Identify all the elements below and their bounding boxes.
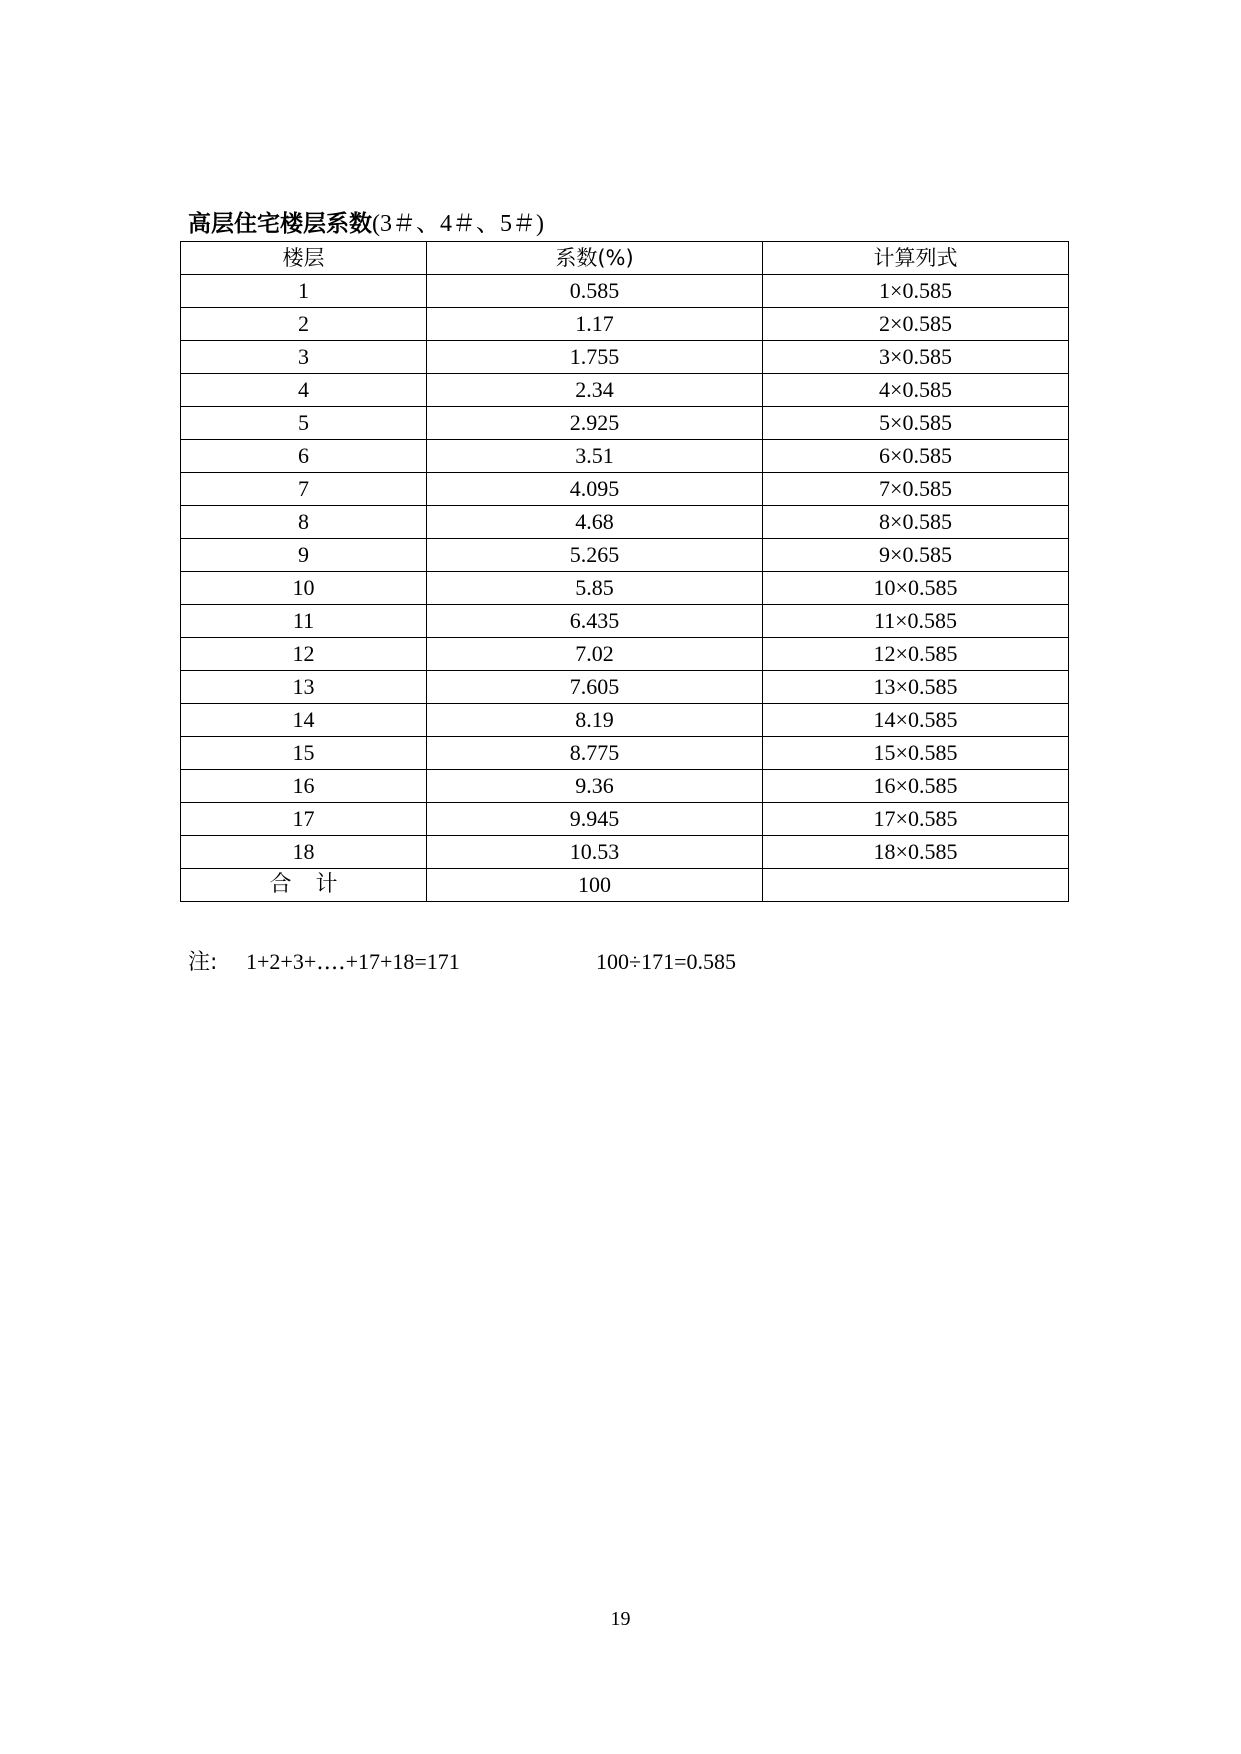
table-total-row [181,869,1069,902]
cell-coefficient: 1.17 [427,308,763,341]
table-header-row [181,242,1069,275]
cell-floor: 3 [181,341,427,374]
table-row [181,671,1069,704]
table-row [181,308,1069,341]
cell-coefficient: 7.605 [427,671,763,704]
cell-coefficient: 4.68 [427,506,763,539]
cell-floor: 9 [181,539,427,572]
cell-formula: 7×0.585 [763,473,1069,506]
note-sum-formula: 1+2+3+‥‥+17+18=171 [246,949,460,974]
table-row [181,803,1069,836]
table-row [181,506,1069,539]
cell-formula: 17×0.585 [763,803,1069,836]
cell-coefficient: 2.925 [427,407,763,440]
cell-coefficient: 8.775 [427,737,763,770]
cell-formula: 3×0.585 [763,341,1069,374]
cell-coefficient: 2.34 [427,374,763,407]
cell-floor: 15 [181,737,427,770]
cell-formula: 18×0.585 [763,836,1069,869]
table-row [181,605,1069,638]
total-formula [763,869,1069,902]
table-title [188,209,544,239]
table-row [181,572,1069,605]
cell-formula: 8×0.585 [763,506,1069,539]
table-title-buildings: (3＃、4＃、5＃) [372,211,544,237]
cell-floor: 17 [181,803,427,836]
cell-coefficient: 6.435 [427,605,763,638]
table-row [181,770,1069,803]
table-row [181,539,1069,572]
table-title-text: 高层住宅楼层系数 [188,211,372,237]
cell-coefficient: 8.19 [427,704,763,737]
cell-floor: 2 [181,308,427,341]
cell-coefficient: 5.85 [427,572,763,605]
cell-formula: 12×0.585 [763,638,1069,671]
cell-floor: 11 [181,605,427,638]
table-row [181,638,1069,671]
cell-floor: 14 [181,704,427,737]
cell-floor: 10 [181,572,427,605]
table-row [181,836,1069,869]
cell-formula: 14×0.585 [763,704,1069,737]
table-row [181,374,1069,407]
cell-formula: 13×0.585 [763,671,1069,704]
cell-coefficient: 1.755 [427,341,763,374]
table-row [181,473,1069,506]
cell-coefficient: 4.095 [427,473,763,506]
cell-coefficient: 3.51 [427,440,763,473]
cell-formula: 11×0.585 [763,605,1069,638]
cell-formula: 6×0.585 [763,440,1069,473]
table-row [181,341,1069,374]
cell-floor: 1 [181,275,427,308]
cell-floor: 7 [181,473,427,506]
cell-coefficient: 9.945 [427,803,763,836]
table-body [181,275,1069,869]
cell-coefficient: 0.585 [427,275,763,308]
cell-formula: 5×0.585 [763,407,1069,440]
cell-floor: 12 [181,638,427,671]
table-row [181,704,1069,737]
header-formula: 计算列式 [763,242,1069,275]
cell-formula: 10×0.585 [763,572,1069,605]
page-number: 19 [610,1608,631,1630]
cell-formula: 16×0.585 [763,770,1069,803]
cell-coefficient: 9.36 [427,770,763,803]
total-label: 合计 [181,869,427,902]
floor-coefficient-table [180,241,1069,902]
cell-floor: 4 [181,374,427,407]
cell-formula: 2×0.585 [763,308,1069,341]
table-row [181,275,1069,308]
note-division-formula: 100÷171=0.585 [596,949,736,974]
table-row [181,440,1069,473]
table-row [181,407,1069,440]
table-row [181,737,1069,770]
cell-coefficient: 5.265 [427,539,763,572]
cell-floor: 8 [181,506,427,539]
cell-formula: 1×0.585 [763,275,1069,308]
cell-formula: 4×0.585 [763,374,1069,407]
cell-floor: 6 [181,440,427,473]
cell-floor: 18 [181,836,427,869]
cell-coefficient: 10.53 [427,836,763,869]
note-label: 注: [188,950,218,975]
header-coefficient: 系数(%) [427,242,763,275]
cell-floor: 16 [181,770,427,803]
header-floor: 楼层 [181,242,427,275]
cell-formula: 9×0.585 [763,539,1069,572]
total-value: 100 [427,869,763,902]
cell-formula: 15×0.585 [763,737,1069,770]
note [188,947,736,978]
cell-floor: 5 [181,407,427,440]
cell-coefficient: 7.02 [427,638,763,671]
cell-floor: 13 [181,671,427,704]
